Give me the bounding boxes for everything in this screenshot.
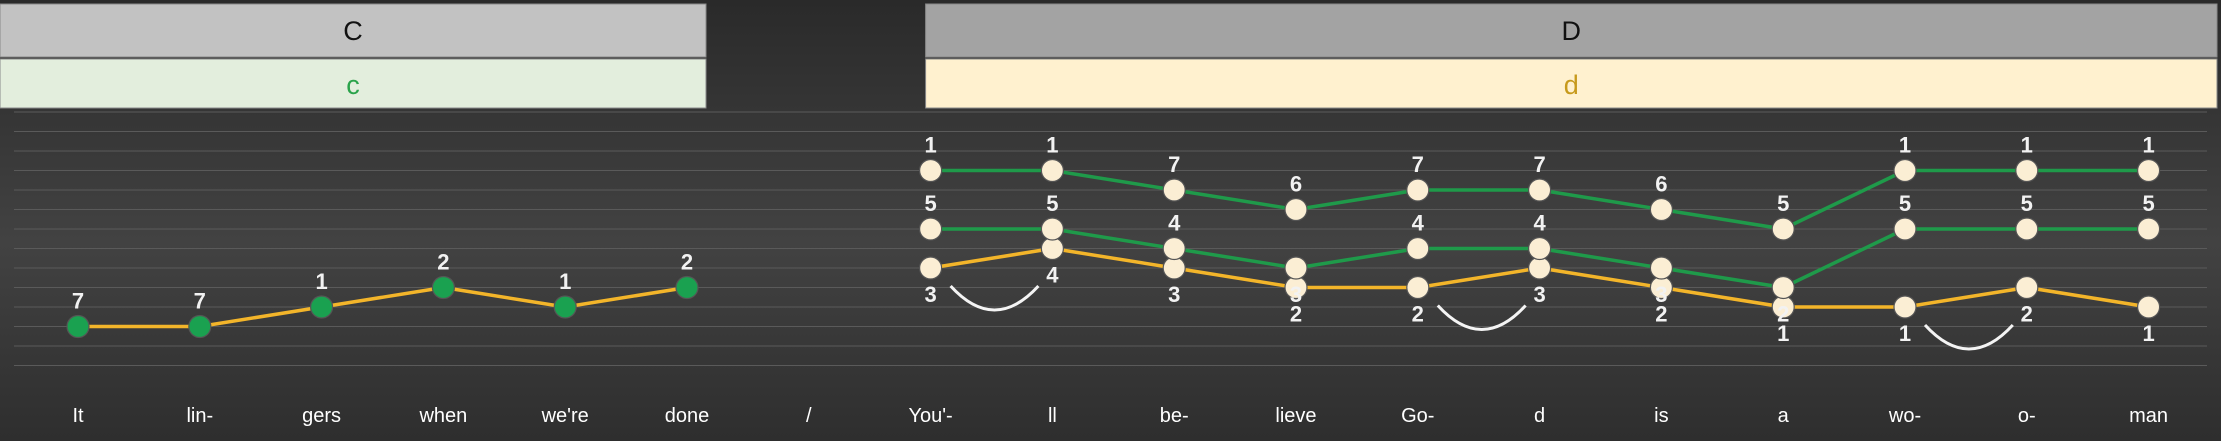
note-marker [920,257,942,279]
note-marker [311,296,333,318]
lyric-syllable: a [1777,405,1789,427]
note-marker [1041,238,1063,260]
note-marker [2138,160,2160,182]
note-marker [1894,296,1916,318]
note-marker [1407,277,1429,299]
lyric-syllable: You'- [908,405,953,427]
degree-label: 7 [71,288,85,314]
note-marker [1163,257,1185,279]
note-marker [676,277,698,299]
degree-label: 3 [1168,282,1181,307]
note-marker [920,218,942,240]
degree-label: 7 [193,288,206,314]
lyric-syllable: wo- [1888,405,1922,427]
degree-label: 5 [1046,191,1059,216]
degree-label: 2 [1289,301,1303,327]
degree-label: 1 [924,132,937,158]
degree-label: 1 [2020,132,2033,158]
note-marker [1650,199,1672,221]
lyric-syllable: when [419,405,468,427]
degree-label: 6 [1289,171,1303,197]
note-marker [1894,218,1916,240]
note-marker [1041,160,1063,182]
note-marker [1041,218,1063,240]
degree-label: 1 [2142,321,2155,346]
lyric-syllable: ll [1047,405,1057,427]
note-marker [1407,179,1429,201]
note-marker [1894,160,1916,182]
note-marker [2016,218,2038,240]
note-marker [1285,199,1307,221]
degree-label: 1 [1777,321,1790,346]
lyric-syllable: is [1654,405,1669,427]
degree-label: 5 [2142,191,2155,216]
note-marker [2016,277,2038,299]
note-marker [67,316,89,338]
lyric-syllable: d [1534,405,1546,427]
degree-label: 7 [1533,152,1546,177]
lyric-syllable: / [806,405,812,427]
degree-label: 6 [1655,171,1668,197]
degree-label: 5 [1898,191,1912,216]
note-marker [1163,179,1185,201]
subchord-label: d [1563,70,1579,100]
degree-label: 2 [1411,301,1424,327]
lyric-syllable: Go- [1401,405,1435,427]
lyric-syllable: man [2129,405,2169,427]
degree-label: 1 [315,269,328,294]
lyric-syllable: lieve [1275,405,1317,427]
note-marker [2016,160,2038,182]
degree-label: 3 [1289,282,1303,307]
degree-label: 1 [1046,132,1059,158]
degree-label: 5 [1777,191,1790,216]
degree-label: 2 [1655,301,1668,327]
degree-label: 4 [1168,210,1181,236]
lyric-syllable: o- [2017,405,2036,427]
lyric-syllable: gers [302,405,342,427]
note-marker [2138,296,2160,318]
note-marker [1529,238,1551,260]
lyric-syllable: lin- [186,405,214,427]
note-marker [1407,238,1429,260]
degree-label: 1 [1898,132,1912,158]
note-marker [1285,257,1307,279]
note-marker [189,316,211,338]
chord-headers [0,4,2217,108]
degree-label: 1 [1898,321,1912,346]
degree-label: 3 [924,282,937,307]
degree-label: 2 [437,249,450,275]
degree-label: 1 [559,269,572,294]
degree-label: 7 [1168,152,1181,177]
note-marker [1529,179,1551,201]
note-marker [1163,238,1185,260]
degree-label: 2 [1777,301,1790,327]
lyric-syllable: done [664,405,710,427]
chord-label: C [343,16,363,46]
degree-label: 7 [1411,152,1424,177]
degree-label: 3 [1655,282,1668,307]
degree-label: 2 [2020,301,2033,327]
lyric-syllable: we're [541,405,589,427]
degree-label: 5 [924,191,937,216]
note-marker [1650,257,1672,279]
note-marker [1772,277,1794,299]
degree-label: 1 [2142,132,2155,158]
chord-label: D [1561,16,1582,46]
degree-label: 3 [1533,282,1546,307]
degree-label: 4 [1046,262,1059,288]
note-marker [432,277,454,299]
lyric-syllable: It [72,405,84,427]
note-marker [2138,218,2160,240]
note-marker [1772,218,1794,240]
note-marker [554,296,576,318]
lyric-syllable: be- [1159,405,1189,427]
note-marker [920,160,942,182]
degree-label: 4 [1411,210,1424,236]
degree-label: 2 [680,249,694,275]
degree-label: 4 [1533,210,1546,236]
note-marker [1529,257,1551,279]
degree-label: 5 [2020,191,2033,216]
subchord-label: c [346,70,360,100]
